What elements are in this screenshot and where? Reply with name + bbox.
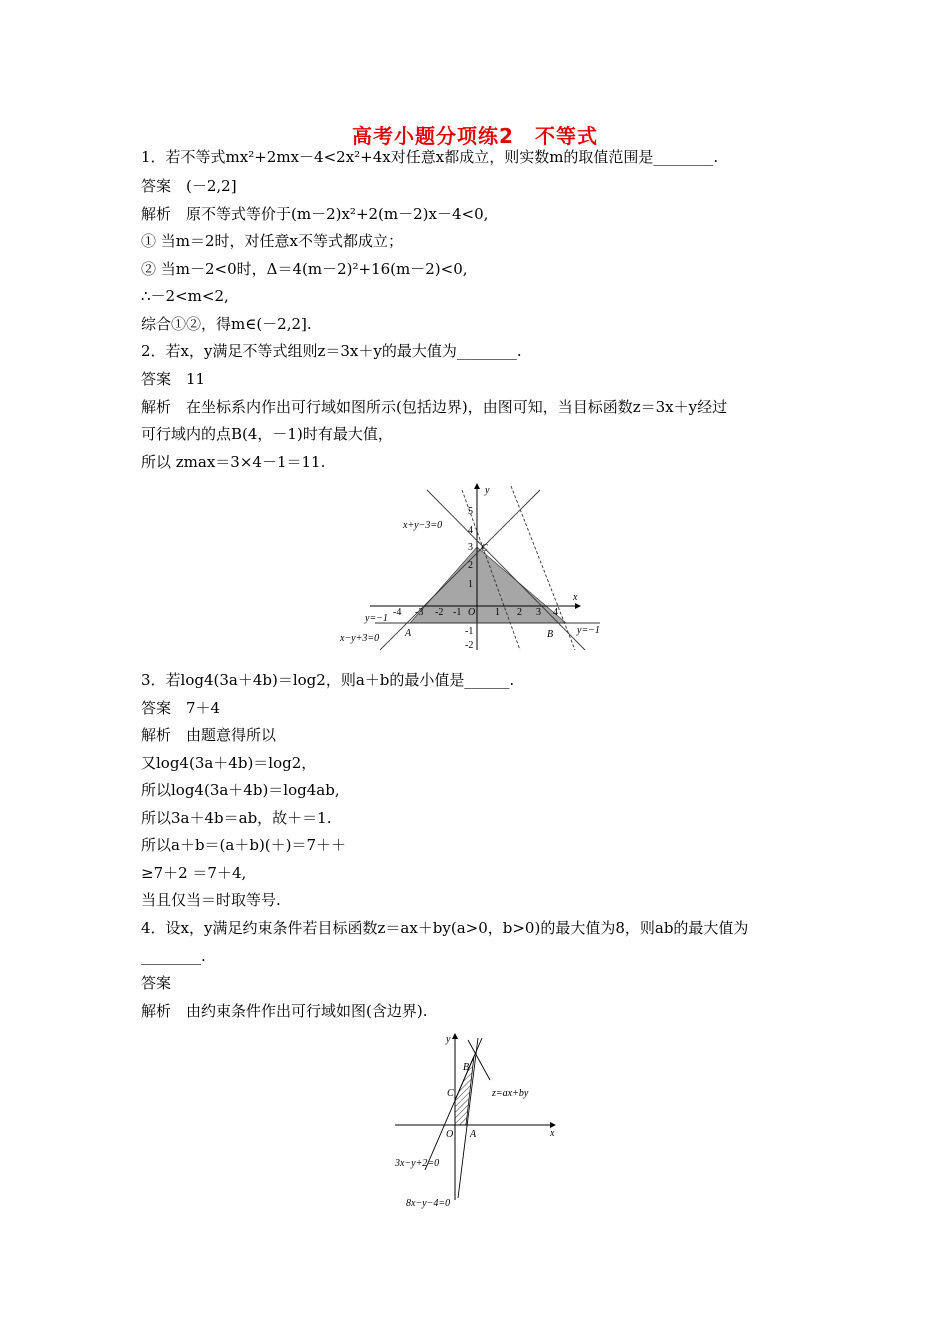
x-tick: -3 — [415, 607, 424, 618]
page-title: 高考小题分项练2 不等式 — [352, 124, 598, 148]
y-tick: 5 — [468, 506, 473, 517]
y-tick: 3 — [468, 542, 473, 553]
x-tick: -2 — [435, 607, 444, 618]
q1-conclusion: 综合①②，得m∈(－2,2]. — [141, 315, 312, 333]
y-tick: 1 — [468, 579, 473, 590]
q3-step3: 所以3a＋4b＝ab，故＋＝1. — [141, 809, 332, 827]
feasible-region — [410, 547, 566, 623]
q2-question: 2．若x，y满足不等式组则z＝3x＋y的最大值为________. — [141, 342, 522, 360]
y-tick: 2 — [468, 560, 473, 571]
q3-step2: 所以log4(3a＋4b)＝log4ab, — [141, 781, 340, 799]
origin-label: O — [468, 607, 476, 618]
q2-analysis-cont: 可行域内的点B(4，－1)时有最大值， — [141, 425, 393, 443]
feasible-region-figure-2 — [390, 1030, 570, 1215]
point-B-label: B — [547, 629, 554, 640]
x-tick: -1 — [453, 607, 462, 618]
q3-equality: 当且仅当＝时取等号. — [141, 891, 281, 909]
point-B-label: B — [463, 1062, 470, 1073]
point-C-label: C — [447, 1088, 454, 1099]
line-label-x-plus-y: x+y−3=0 — [403, 520, 443, 531]
q1-therefore: ∴－2<m<2, — [141, 287, 229, 305]
q1-analysis: 解析 原不等式等价于(m－2)x²+2(m－2)x－4<0, — [141, 205, 489, 223]
x-tick: 4 — [553, 607, 558, 618]
q3-question: 3．若log4(3a＋4b)＝log2，则a＋b的最小值是______. — [141, 671, 515, 689]
axis-x-label: x — [573, 592, 578, 603]
axis-y-label: y — [485, 485, 490, 496]
x-tick: 3 — [536, 607, 541, 618]
q4-question-blank: ________. — [141, 947, 206, 965]
y-tick: 4 — [468, 525, 473, 536]
q4-analysis: 解析 由约束条件作出可行域如图(含边界). — [141, 1002, 428, 1020]
x-tick: 2 — [517, 607, 522, 618]
q1-case1: ① 当m＝2时，对任意x不等式都成立； — [141, 232, 403, 250]
line-x-plus-y-minus-3 — [427, 490, 585, 650]
q3-step1: 又log4(3a＋4b)＝log2， — [141, 754, 317, 772]
line-label-y-minus-1-left: y=−1 — [365, 613, 388, 624]
objective-line-dashed-2 — [511, 486, 575, 650]
line-x-minus-y-plus-3 — [380, 490, 540, 650]
axis-y-label: y — [446, 1034, 451, 1045]
q4-answer: 答案 — [141, 974, 172, 992]
q3-analysis: 解析 由题意得所以 — [141, 726, 277, 744]
feasible-region-figure-1 — [335, 480, 615, 655]
q2-answer: 答案 11 — [141, 370, 206, 388]
q3-step4: 所以a＋b＝(a＋b)(＋)＝7＋＋ — [141, 836, 347, 854]
objective-label: z=ax+by — [492, 1088, 529, 1099]
line-label-3x: 3x−y+2=0 — [395, 1158, 440, 1169]
q1-question: 1．若不等式mx²+2mx－4<2x²+4x对任意x都成立，则实数m的取值范围是________. — [141, 148, 719, 166]
origin-label: O — [446, 1129, 454, 1140]
line-label-8x: 8x−y−4=0 — [406, 1198, 451, 1209]
x-tick: -4 — [393, 607, 402, 618]
q2-result: 所以 zmax＝3×4－1＝11. — [141, 453, 326, 471]
point-A-label: A — [405, 628, 412, 639]
line-label-y-minus-1-right: y=−1 — [577, 625, 600, 636]
y-tick: -1 — [465, 626, 474, 637]
q2-analysis: 解析 在坐标系内作出可行域如图所示(包括边界)，由图可知，当目标函数z＝3x＋y经过 — [141, 398, 728, 416]
q4-question: 4．设x，y满足约束条件若目标函数z＝ax＋by(a>0，b>0)的最大值为8，则ab的最大值为 — [141, 919, 749, 937]
point-C-label: C — [481, 543, 488, 554]
q3-step5: ≥7＋2 ＝7＋4, — [141, 864, 247, 882]
q1-answer: 答案 (－2,2] — [141, 177, 237, 195]
axis-x-label: x — [550, 1128, 555, 1139]
line-3x-y-plus-2 — [425, 1038, 482, 1170]
q3-answer: 答案 7＋4 — [141, 699, 221, 717]
y-tick: -2 — [465, 640, 474, 651]
line-label-x-minus-y: x−y+3=0 — [340, 633, 380, 644]
point-A-label: A — [470, 1129, 477, 1140]
q1-case2: ② 当m－2<0时，Δ＝4(m－2)²+16(m－2)<0, — [141, 260, 468, 278]
x-tick: 1 — [495, 607, 500, 618]
